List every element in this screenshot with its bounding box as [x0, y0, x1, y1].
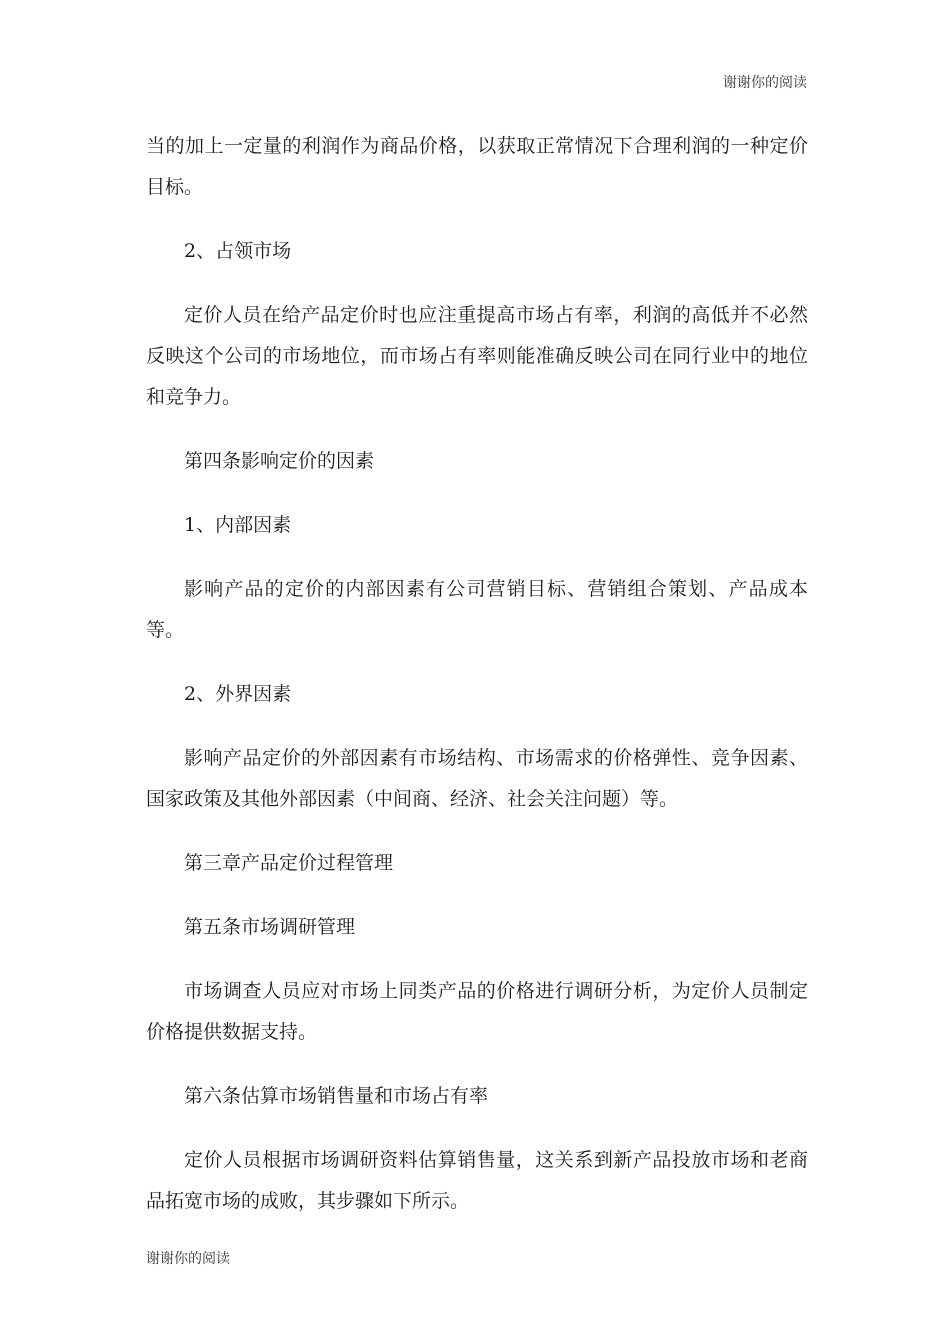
heading-occupy-market: 2、占领市场 [184, 240, 292, 262]
paragraph-continuation: 当的加上一定量的利润作为商品价格，以获取正常情况下合理利润的一种定价目标。 [146, 135, 808, 198]
document-body [146, 126, 808, 1222]
article-6-title: 第六条估算市场销售量和市场占有率 [184, 1085, 489, 1107]
paragraph-market-share: 定价人员在给产品定价时也应注重提高市场占有率，利润的高低并不必然反映这个公司的市场地位，而市场占有率则能准确反映公司在同行业中的地位和竞争力。 [146, 304, 808, 408]
chapter-3-title: 第三章产品定价过程管理 [184, 852, 394, 874]
page-header: 谢谢你的阅读 [723, 75, 807, 91]
article-5-title: 第五条市场调研管理 [184, 916, 356, 938]
paragraph-internal-factors: 影响产品的定价的内部因素有公司营销目标、营销组合策划、产品成本等。 [146, 578, 808, 641]
paragraph-external-factors: 影响产品定价的外部因素有市场结构、市场需求的价格弹性、竞争因素、国家政策及其他外部因素（中间商、经济、社会关注问题）等。 [146, 747, 808, 810]
article-4-title: 第四条影响定价的因素 [184, 450, 375, 472]
paragraph-market-research: 市场调查人员应对市场上同类产品的价格进行调研分析，为定价人员制定价格提供数据支持。 [146, 980, 808, 1043]
page-footer: 谢谢你的阅读 [146, 1251, 230, 1267]
heading-internal-factors: 1、内部因素 [184, 514, 292, 536]
heading-external-factors: 2、外界因素 [184, 683, 292, 705]
paragraph-sales-estimate: 定价人员根据市场调研资料估算销售量，这关系到新产品投放市场和老商品拓宽市场的成败，其步骤如下所示。 [146, 1149, 808, 1212]
